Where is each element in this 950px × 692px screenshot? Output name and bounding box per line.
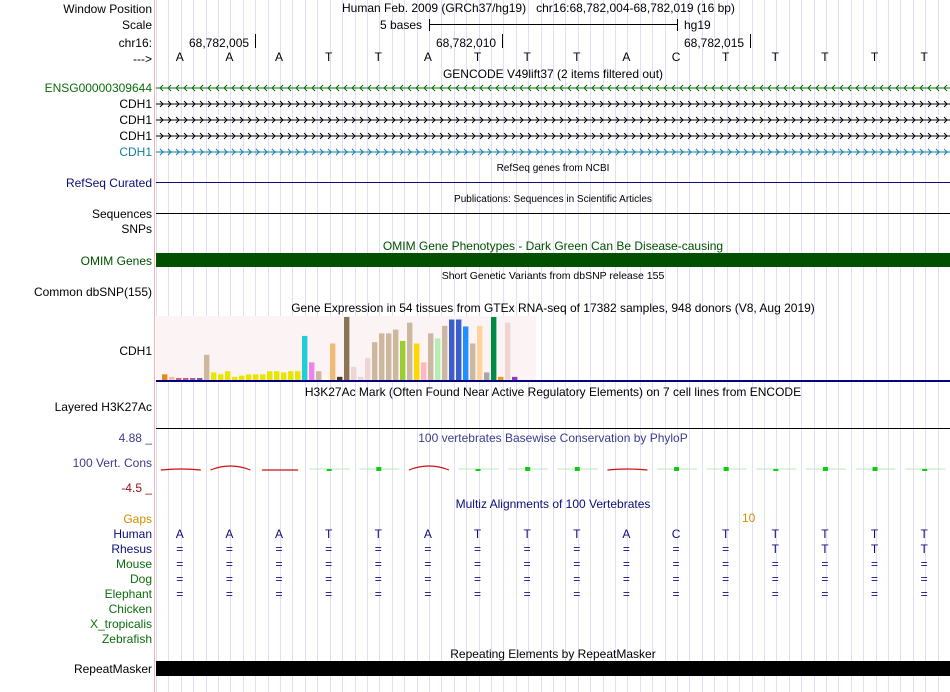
mouse-base: = (771, 557, 779, 571)
base-letter: A (175, 50, 184, 64)
rhesus-base: T (821, 542, 829, 556)
conservation-value[interactable] (459, 469, 499, 471)
gtex-bar[interactable] (442, 326, 447, 380)
human-base: T (722, 527, 730, 541)
elephant-base: = (771, 587, 779, 601)
conservation-value[interactable] (856, 467, 896, 471)
mouse-base: = (722, 557, 730, 571)
gtex-bar[interactable] (267, 371, 272, 380)
human-base: T (771, 527, 779, 541)
gtex-bar[interactable] (330, 343, 335, 380)
gtex-bar[interactable] (260, 374, 265, 380)
gtex-bar[interactable] (351, 367, 356, 380)
dog-base: = (821, 572, 829, 586)
cons-min-label: -4.5 _ (121, 481, 152, 495)
cdh1-feature-4[interactable] (156, 149, 950, 155)
gtex-bar[interactable] (421, 362, 426, 380)
gene-features[interactable] (156, 80, 950, 160)
species-xtropicalis-label[interactable]: X_tropicalis (89, 617, 152, 631)
multiz-track-title[interactable]: Multiz Alignments of 100 Vertebrates (455, 497, 651, 511)
gtex-bar[interactable] (344, 317, 349, 380)
cdh1-label-2[interactable]: CDH1 (119, 113, 152, 127)
gencode-gene-label[interactable]: ENSG00000309644 (44, 81, 152, 95)
rhesus-base: = (523, 542, 531, 556)
gtex-bar[interactable] (239, 376, 244, 380)
gtex-bar[interactable] (512, 377, 517, 380)
human-base: T (920, 527, 928, 541)
human-base: T (374, 527, 382, 541)
gtex-bar[interactable] (288, 371, 293, 380)
gtex-bar[interactable] (456, 320, 461, 380)
coord-tick-mark-1 (255, 34, 256, 48)
base-letter: T (523, 50, 531, 64)
species-dog-label[interactable]: Dog (129, 572, 152, 586)
rhesus-base: = (374, 542, 382, 556)
base-letter: T (870, 50, 879, 64)
base-letter: C (671, 50, 681, 64)
gtex-bar[interactable] (379, 333, 384, 380)
base-letter: A (622, 50, 631, 64)
sequences-label[interactable]: Sequences (91, 207, 152, 221)
omim-feature-bar[interactable] (156, 253, 950, 267)
dbsnp-track-title[interactable]: Short Genetic Variants from dbSNP release 155 (441, 270, 665, 282)
elephant-base: = (424, 587, 432, 601)
cdh1-label-1[interactable]: CDH1 (119, 97, 152, 111)
repeatmasker-track-title[interactable]: Repeating Elements by RepeatMasker (450, 647, 656, 661)
gencode-track-title[interactable]: GENCODE V49lift37 (2 items filtered out) (442, 67, 664, 81)
refseq-track-line[interactable] (156, 182, 950, 183)
mouse-base: = (474, 557, 482, 571)
gtex-bar[interactable] (372, 342, 377, 380)
mouse-base: = (374, 557, 382, 571)
base-letter: A (225, 50, 234, 64)
human-base: A (225, 527, 234, 541)
dog-base: = (871, 572, 879, 586)
gtex-bar[interactable] (463, 326, 468, 380)
species-human-label[interactable]: Human (113, 527, 152, 541)
omim-track-title[interactable]: OMIM Gene Phenotypes - Dark Green Can Be Disease-causing (382, 239, 724, 253)
mouse-base: = (176, 557, 184, 571)
conservation-value[interactable] (508, 467, 548, 471)
gtex-bar[interactable] (309, 362, 314, 380)
mouse-base: = (225, 557, 233, 571)
gtex-gene-label[interactable]: CDH1 (119, 344, 152, 358)
dbsnp-label[interactable]: Common dbSNP(155) (33, 285, 152, 299)
scale-bar-text: 5 bases (380, 18, 423, 32)
gtex-bar[interactable] (169, 377, 174, 380)
conservation-value[interactable] (905, 469, 945, 471)
h3k27ac-label[interactable]: Layered H3K27Ac (54, 400, 152, 414)
elephant-base: = (374, 587, 382, 601)
rhesus-base: = (672, 542, 680, 556)
gtex-bar[interactable] (323, 377, 328, 380)
sequences-track-line[interactable] (156, 213, 950, 214)
h3k27ac-baseline[interactable] (156, 428, 950, 429)
mouse-base: = (325, 557, 333, 571)
gtex-bar[interactable] (274, 371, 279, 380)
repeatmasker-feature-bar[interactable] (156, 661, 950, 676)
human-base: A (175, 527, 184, 541)
base-letter: A (423, 50, 432, 64)
conservation-value[interactable] (558, 467, 598, 471)
conservation-value[interactable] (210, 466, 250, 470)
species-chicken-label[interactable]: Chicken (108, 602, 152, 616)
base-letter: T (920, 50, 928, 64)
conservation-value[interactable] (310, 469, 350, 471)
scale-bar-right-tick (677, 19, 678, 31)
gtex-bar[interactable] (484, 372, 489, 380)
elephant-base: = (523, 587, 531, 601)
h3k27ac-track-title[interactable]: H3K27Ac Mark (Often Found Near Active Regulatory Elements) on 7 cell lines from ENCODE (304, 385, 802, 399)
mouse-base: = (871, 557, 879, 571)
dog-base: = (672, 572, 680, 586)
conservation-value[interactable] (359, 467, 399, 471)
gtex-track-title[interactable]: Gene Expression in 54 tissues from GTEx RNA-seq of 17382 samples, 948 donors (V8, Aug 2019) (291, 301, 815, 315)
dog-base: = (225, 572, 233, 586)
scale-db: hg19 (684, 18, 711, 32)
cdh1-feature-3[interactable] (156, 133, 950, 139)
window-position-label: Window Position (63, 2, 152, 16)
cdh1-label-3[interactable]: CDH1 (119, 129, 152, 143)
elephant-base: = (622, 587, 630, 601)
mouse-base: = (573, 557, 581, 571)
gtex-bar[interactable] (246, 374, 251, 380)
gtex-bar[interactable] (365, 358, 370, 380)
dog-base: = (622, 572, 630, 586)
human-base: C (671, 527, 681, 541)
gtex-bar[interactable] (211, 372, 216, 380)
conservation-value[interactable] (806, 467, 846, 471)
gtex-bar[interactable] (302, 336, 307, 380)
refseq-track-title[interactable]: RefSeq genes from NCBI (496, 163, 610, 174)
human-base: A (622, 527, 631, 541)
species-elephant-label[interactable]: Elephant (104, 587, 152, 601)
dog-base: = (176, 572, 184, 586)
rhesus-base: = (722, 542, 730, 556)
gtex-bar[interactable] (232, 377, 237, 380)
conservation-plot[interactable] (156, 462, 950, 476)
dog-base: = (424, 572, 432, 586)
elephant-base: = (474, 587, 482, 601)
human-base: T (523, 527, 531, 541)
gtex-bar[interactable] (477, 326, 482, 380)
rhesus-base: = (474, 542, 482, 556)
gtex-bar[interactable] (428, 333, 433, 380)
dog-base: = (325, 572, 333, 586)
label-panel-divider (154, 0, 155, 692)
dog-base: = (771, 572, 779, 586)
gaps-value: 10 (742, 511, 756, 525)
gtex-bar[interactable] (176, 378, 181, 380)
base-letter: T (771, 50, 779, 64)
mouse-base: = (672, 557, 680, 571)
gtex-bar[interactable] (491, 317, 496, 380)
dog-base: = (374, 572, 382, 586)
dog-base: = (275, 572, 283, 586)
human-base: T (473, 527, 482, 541)
rhesus-base: = (176, 542, 184, 556)
publications-track-title[interactable]: Publications: Sequences in Scientific Articles (454, 194, 652, 205)
gtex-bar[interactable] (225, 371, 230, 380)
coord-tick-3: 68,782,015 (684, 36, 745, 50)
cons-max-label: 4.88 _ (118, 431, 152, 445)
elephant-base: = (225, 587, 233, 601)
base-letter: T (821, 50, 829, 64)
dog-base: = (573, 572, 581, 586)
gtex-bar[interactable] (400, 341, 405, 380)
cdh1-feature-2[interactable] (156, 117, 950, 123)
rhesus-base: = (275, 542, 283, 556)
gtex-bar[interactable] (183, 378, 188, 380)
gtex-bar[interactable] (393, 330, 398, 380)
cdh1-feature-1[interactable] (156, 101, 950, 107)
human-base: T (870, 527, 879, 541)
rhesus-base: = (622, 542, 630, 556)
mouse-base: = (424, 557, 432, 571)
gtex-bar[interactable] (337, 377, 342, 380)
mouse-base: = (275, 557, 283, 571)
snps-label[interactable]: SNPs (121, 222, 152, 236)
rhesus-base: T (870, 542, 879, 556)
gtex-bar[interactable] (407, 323, 412, 380)
assembly-position: Human Feb. 2009 (GRCh37/hg19) chr16:68,782,004-68,782,019 (16 bp) (342, 1, 735, 15)
elephant-base: = (275, 587, 283, 601)
base-letter: T (325, 50, 333, 64)
gtex-bar[interactable] (162, 374, 167, 380)
rhesus-base: = (424, 542, 432, 556)
base-letter: T (473, 50, 482, 64)
gtex-bar[interactable] (281, 372, 286, 380)
gtex-bar[interactable] (470, 343, 475, 380)
coord-tick-2: 68,782,010 (436, 36, 497, 50)
gtex-bar[interactable] (386, 333, 391, 380)
dog-base: = (523, 572, 531, 586)
elephant-base: = (176, 587, 184, 601)
conservation-track-title[interactable]: 100 vertebrates Basewise Conservation by PhyloP (418, 431, 688, 445)
refseq-label[interactable]: RefSeq Curated (65, 176, 152, 190)
human-base: T (821, 527, 829, 541)
omim-label[interactable]: OMIM Genes (80, 254, 152, 268)
dog-base: = (920, 572, 928, 586)
conservation-value[interactable] (409, 466, 449, 470)
base-letter: A (275, 50, 284, 64)
species-zebrafish-label[interactable]: Zebrafish (101, 632, 152, 646)
gtex-bar[interactable] (204, 355, 209, 380)
elephant-base: = (325, 587, 333, 601)
species-mouse-label[interactable]: Mouse (115, 557, 152, 571)
base-letter: T (573, 50, 581, 64)
coord-tick-mark-3 (750, 34, 751, 48)
chrom-label[interactable]: chr16: (118, 36, 152, 50)
mouse-base: = (523, 557, 531, 571)
gtex-bar[interactable] (253, 374, 258, 380)
repeatmasker-label[interactable]: RepeatMasker (73, 662, 152, 676)
mouse-base: = (821, 557, 829, 571)
gtex-bar[interactable] (316, 371, 321, 380)
gtex-bar[interactable] (414, 343, 419, 380)
elephant-base: = (871, 587, 879, 601)
conservation-value[interactable] (657, 467, 697, 471)
conservation-value[interactable] (607, 469, 647, 470)
elephant-base: = (920, 587, 928, 601)
scale-label: Scale (121, 18, 152, 32)
gaps-label[interactable]: Gaps (123, 512, 152, 526)
gtex-bar[interactable] (358, 377, 363, 380)
cdh1-label-4[interactable]: CDH1 (119, 145, 152, 159)
rhesus-base: = (325, 542, 333, 556)
scale-bar-line (429, 24, 678, 25)
rhesus-base: T (771, 542, 779, 556)
elephant-base: = (573, 587, 581, 601)
conservation-value[interactable] (161, 469, 201, 470)
scale-bar-left-tick (429, 19, 430, 31)
species-rhesus-label[interactable]: Rhesus (111, 542, 152, 556)
gtex-bar[interactable] (218, 374, 223, 380)
coord-tick-1: 68,782,005 (189, 36, 250, 50)
mouse-base: = (622, 557, 630, 571)
human-base: A (423, 527, 432, 541)
elephant-base: = (672, 587, 680, 601)
conservation-value[interactable] (756, 469, 796, 471)
human-base: T (325, 527, 333, 541)
human-base: T (573, 527, 581, 541)
strand-label[interactable]: ---> (133, 52, 152, 66)
gtex-bar[interactable] (505, 323, 510, 380)
gtex-bar[interactable] (295, 371, 300, 380)
conservation-value[interactable] (707, 467, 747, 471)
rhesus-base: = (225, 542, 233, 556)
gencode-feature[interactable] (156, 85, 950, 91)
base-letter: T (722, 50, 730, 64)
dog-base: = (474, 572, 482, 586)
gtex-bar-chart[interactable] (156, 316, 950, 382)
base-letter: T (374, 50, 382, 64)
gtex-bar[interactable] (435, 338, 440, 380)
gtex-bar[interactable] (449, 320, 454, 380)
gtex-bar[interactable] (197, 378, 202, 380)
elephant-base: = (821, 587, 829, 601)
gtex-bar[interactable] (190, 378, 195, 380)
coord-tick-mark-2 (502, 34, 503, 48)
rhesus-base: T (920, 542, 928, 556)
mouse-base: = (920, 557, 928, 571)
elephant-base: = (722, 587, 730, 601)
conservation-label[interactable]: 100 Vert. Cons (72, 456, 152, 470)
dog-base: = (722, 572, 730, 586)
human-base: A (275, 527, 284, 541)
gtex-bar[interactable] (498, 377, 503, 380)
rhesus-base: = (573, 542, 581, 556)
